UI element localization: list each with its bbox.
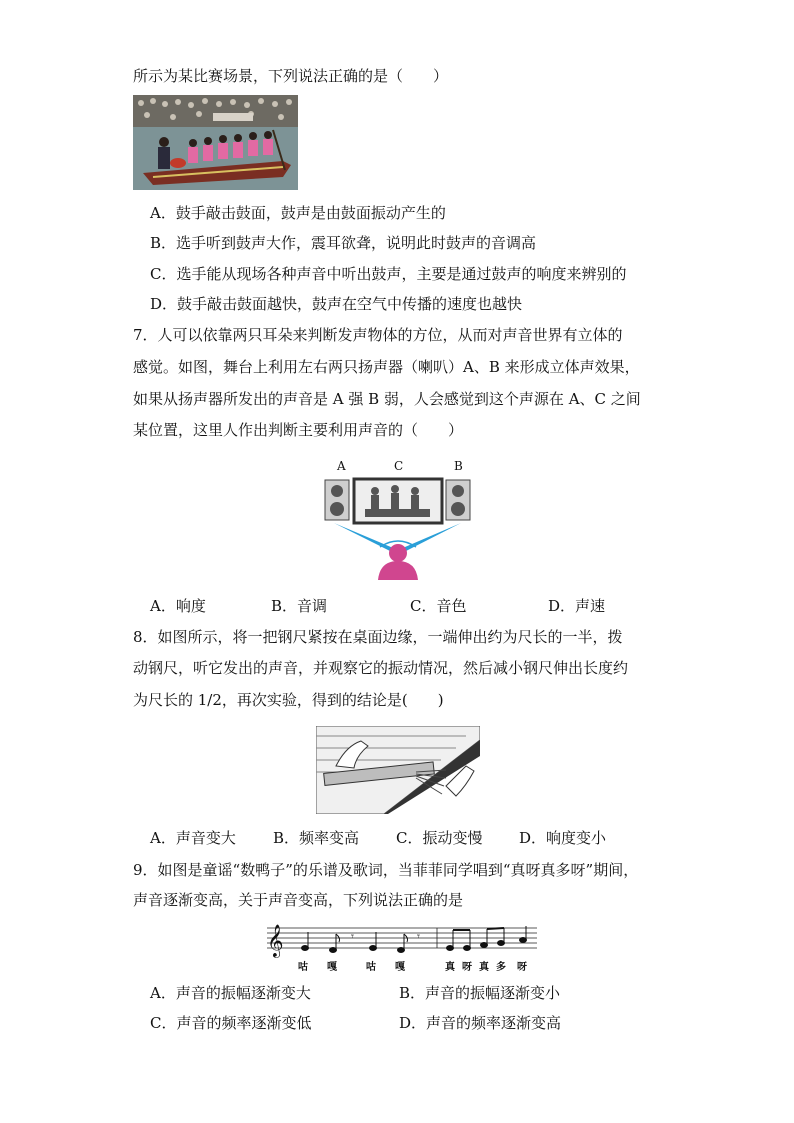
q6-stem: 所示为某比赛场景，下列说法正确的是（ ）	[133, 67, 449, 85]
q7-option-b: B．音调	[271, 597, 328, 615]
q9-option-a: A．声音的振幅逐渐变大	[150, 984, 311, 1002]
q7-line-3: 如果从扬声器所发出的声音是 A 强 B 弱，人会感觉到这个声源在 A、C 之间	[133, 390, 641, 408]
svg-text:𝄾: 𝄾	[351, 930, 354, 943]
q8-line-2: 动钢尺，听它发出的声音，并观察它的振动情况，然后减小钢尺伸出长度约	[133, 659, 629, 677]
lyric-3: 咕	[366, 962, 376, 973]
q9-option-b: B．声音的振幅逐渐变小	[399, 984, 561, 1002]
lyric-6: 呀	[462, 962, 472, 973]
lyric-4: 嘎	[395, 962, 405, 973]
q8-line-3: 为尺长的 1/2，再次实验，得到的结论是( )	[133, 691, 444, 709]
q6-option-b: B．选手听到鼓声大作，震耳欲聋，说明此时鼓声的音调高	[150, 234, 537, 252]
lyric-9: 呀	[517, 962, 527, 973]
lyric-7: 真	[479, 962, 489, 973]
q9-line-2: 声音逐渐变高，关于声音变高，下列说法正确的是	[133, 891, 464, 909]
q8-line-1: 8．如图所示，将一把钢尺紧按在桌面边缘，一端伸出约为尺长的一半，拨	[133, 628, 623, 646]
q7-option-d: D．声速	[548, 597, 606, 615]
svg-text:𝄾: 𝄾	[417, 930, 420, 943]
label-c: C	[394, 459, 404, 473]
lyric-2: 嘎	[327, 962, 337, 973]
q7-option-a: A．响度	[150, 597, 206, 615]
stereo-speaker-figure	[320, 455, 475, 583]
q6-option-d: D．鼓手敲击鼓面越快，鼓声在空气中传播的速度也越快	[150, 295, 523, 313]
lyric-8: 多	[496, 962, 506, 973]
lyric-5: 真	[445, 962, 455, 973]
label-b: B	[454, 459, 463, 473]
svg-text:𝄞: 𝄞	[267, 924, 284, 957]
steel-ruler-figure	[316, 726, 480, 814]
q7-line-4: 某位置，这里人作出判断主要利用声音的（ ）	[133, 421, 464, 439]
q7-line-2: 感觉。如图，舞台上利用左右两只扬声器（喇叭）A、B 来形成立体声效果，	[133, 358, 640, 376]
q8-option-a: A．声音变大	[150, 829, 236, 847]
music-score-figure	[265, 922, 540, 974]
q6-option-c: C．选手能从现场各种声音中听出鼓声，主要是通过鼓声的响度来辨别的	[150, 265, 627, 283]
q7-line-1: 7．人可以依靠两只耳朵来判断发声物体的方位，从而对声音世界有立体的	[133, 326, 623, 344]
q8-option-d: D．响度变小	[519, 829, 607, 847]
q6-option-a: A．鼓手敲击鼓面，鼓声是由鼓面振动产生的	[150, 204, 446, 222]
dragon-boat-race-photo	[133, 95, 298, 190]
q8-option-c: C．振动变慢	[396, 829, 483, 847]
label-a: A	[337, 459, 346, 473]
lyric-1: 咕	[298, 962, 308, 973]
q9-option-c: C．声音的频率逐渐变低	[150, 1014, 312, 1032]
q8-option-b: B．频率变高	[273, 829, 360, 847]
q9-option-d: D．声音的频率逐渐变高	[399, 1014, 562, 1032]
q9-line-1: 9．如图是童谣“数鸭子”的乐谱及歌词，当菲菲同学唱到“真呀真多呀”期间，	[133, 861, 639, 879]
q7-option-c: C．音色	[410, 597, 467, 615]
